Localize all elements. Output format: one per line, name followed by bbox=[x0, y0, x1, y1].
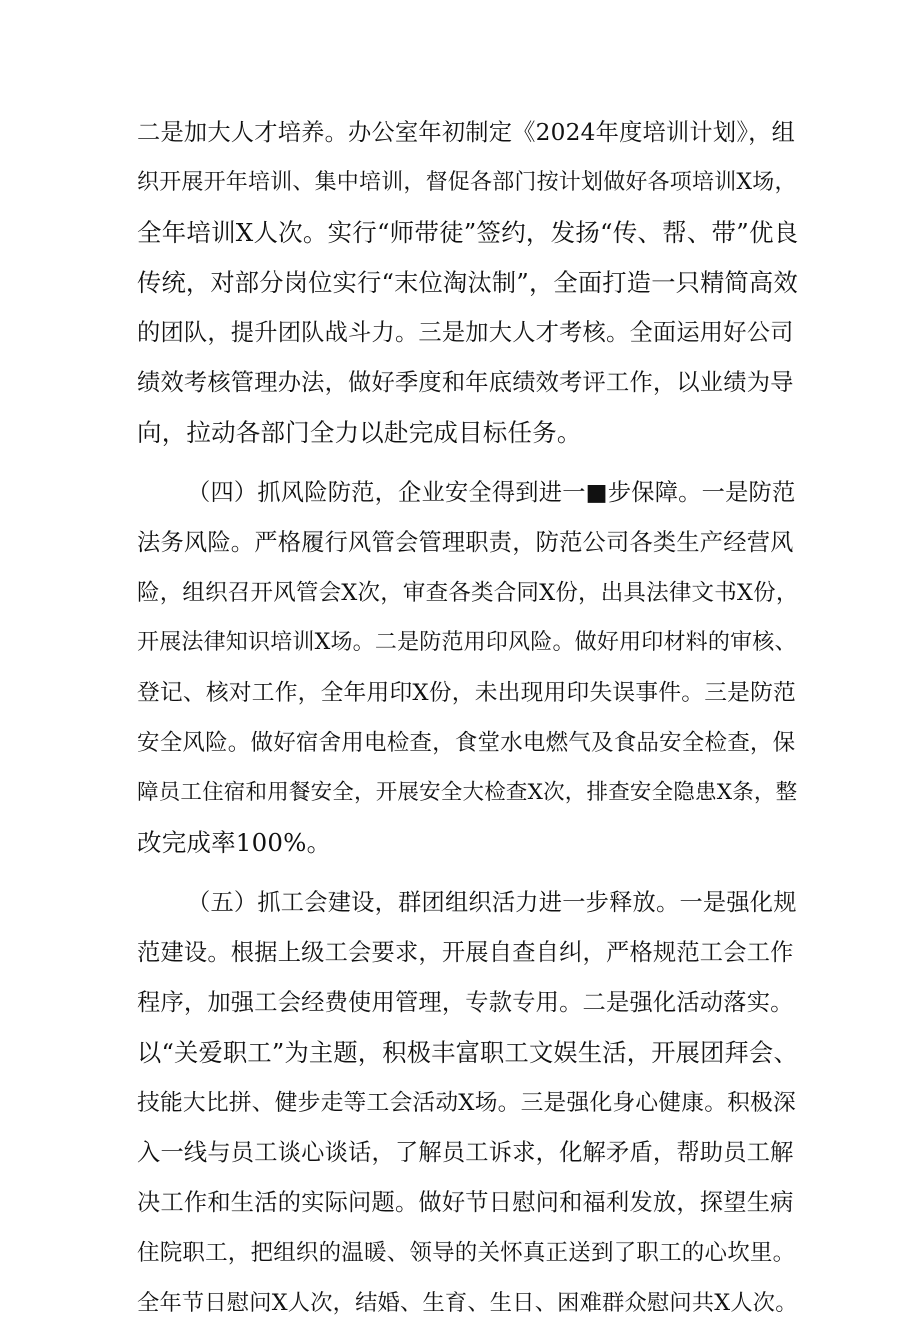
text-line: 的团队，提升团队战斗力。三是加大人才考核。全面运用好公司 bbox=[137, 319, 794, 346]
text-line: 以“关爱职工”为主题，积极丰富职工文娱生活，开展团拜会、 bbox=[137, 1038, 798, 1067]
paragraph-risk-prevention bbox=[137, 468, 800, 868]
section-heading-line: （五）抓工会建设，群团组织活力进一步释放。一是强化规 bbox=[187, 889, 797, 916]
text-line: 向，拉动各部门全力以赴完成目标任务。 bbox=[137, 418, 582, 447]
text-line: 改完成率100%。 bbox=[137, 828, 332, 857]
text-line: 范建设。根据上级工会要求，开展自查自纠，严格规范工会工作 bbox=[137, 939, 794, 966]
paragraph-union-building bbox=[137, 878, 800, 1328]
text-line: 二是加大人才培养。办公室年初制定《2024年度培训计划》，组 bbox=[137, 119, 796, 146]
text-line: 住院职工，把组织的温暖、领导的关怀真正送到了职工的心坎里。 bbox=[137, 1240, 796, 1266]
text-line: 全年节日慰问X人次，结婚、生育、生日、困难群众慰问共X人次。 bbox=[137, 1290, 798, 1316]
text-line: 传统，对部分岗位实行“末位淘汰制”，全面打造一只精简高效 bbox=[137, 268, 798, 297]
section-heading-line: （四）抓风险防范，企业安全得到进一■步保障。一是防范 bbox=[187, 479, 796, 506]
paragraph-talent-training bbox=[137, 108, 800, 458]
text-line: 绩效考核管理办法，做好季度和年底绩效考评工作，以业绩为导 bbox=[137, 369, 794, 396]
text-line: 织开展开年培训、集中培训，督促各部门按计划做好各项培训X场， bbox=[137, 170, 797, 195]
text-line: 开展法律知识培训X场。二是防范用印风险。做好用印材料的审核、 bbox=[137, 630, 797, 655]
text-line: 障员工住宿和用餐安全，开展安全大检查X次，排查安全隐患X条，整 bbox=[137, 780, 798, 805]
text-line: 法务风险。严格履行风管会管理职责，防范公司各类生产经营风 bbox=[137, 529, 794, 556]
text-line: 技能大比拼、健步走等工会活动X场。三是强化身心健康。积极深 bbox=[137, 1090, 796, 1116]
text-line: 全年培训X人次。实行“师带徒”签约，发扬“传、帮、带”优良 bbox=[137, 218, 799, 247]
text-line: 险，组织召开风管会X次，审查各类合同X份，出具法律文书X份， bbox=[137, 580, 799, 606]
text-line: 入一线与员工谈心谈话，了解员工诉求，化解矛盾，帮助员工解 bbox=[137, 1139, 794, 1166]
text-line: 安全风险。做好宿舍用电检查，食堂水电燃气及食品安全检查，保 bbox=[137, 730, 796, 756]
text-line: 登记、核对工作，全年用印X份，未出现用印失误事件。三是防范 bbox=[137, 680, 796, 706]
text-line: 程序，加强工会经费使用管理，专款专用。二是强化活动落实。 bbox=[137, 989, 794, 1016]
text-line: 决工作和生活的实际问题。做好节日慰问和福利发放，探望生病 bbox=[137, 1189, 794, 1216]
